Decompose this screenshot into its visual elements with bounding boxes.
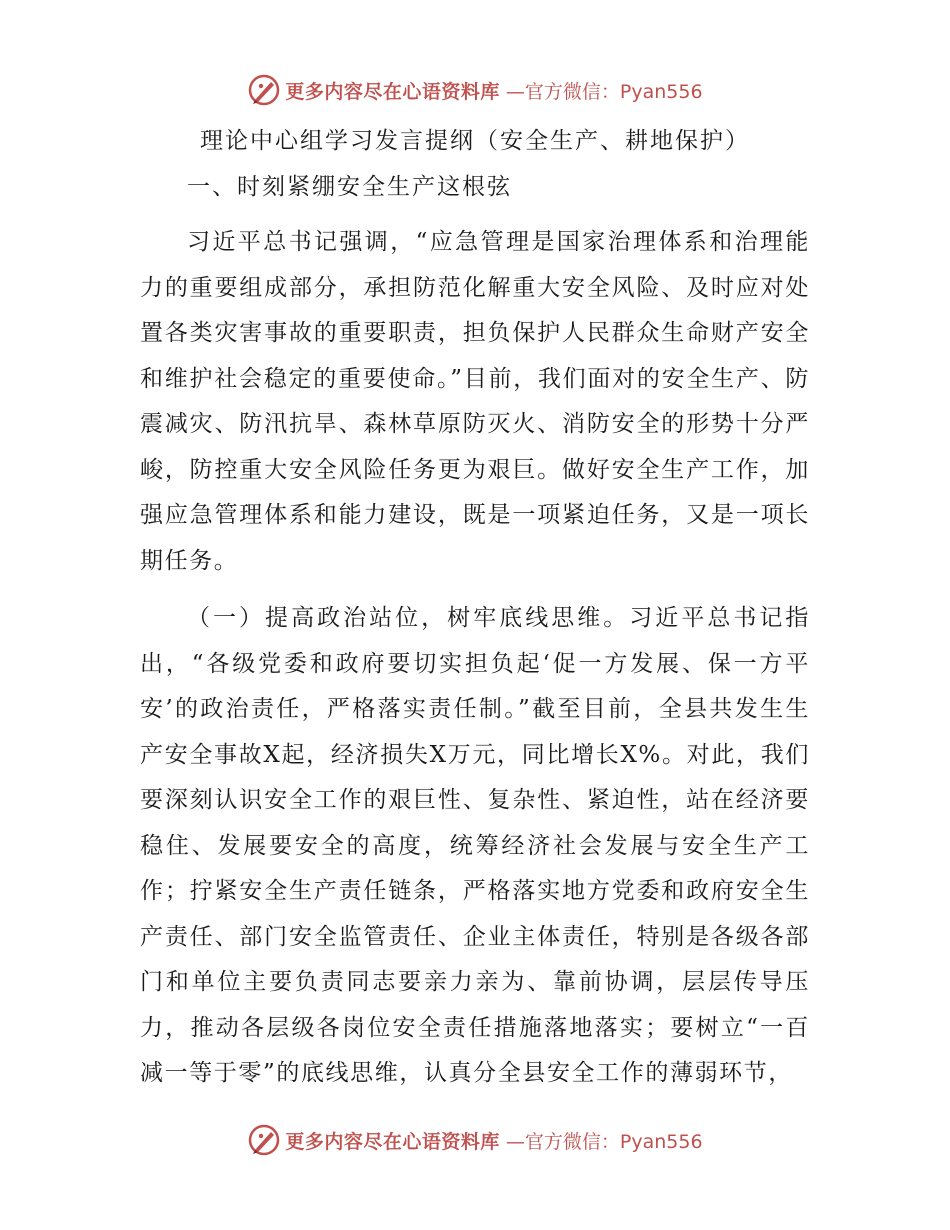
- pen-logo-icon: [247, 73, 281, 107]
- watermark-brand-text: 更多内容尽在心语资料库: [285, 80, 500, 103]
- watermark-contact-text: —官方微信：Pyan556: [505, 80, 703, 103]
- watermark-brand-text: 更多内容尽在心语资料库: [285, 1130, 500, 1153]
- pen-logo-icon: [247, 1123, 281, 1157]
- section-heading: 一、时刻紧绷安全生产这根弦: [187, 174, 512, 200]
- watermark-banner-top: [0, 70, 950, 110]
- document-title: 理论中心组学习发言提纲（安全生产、耕地保护）: [200, 128, 750, 154]
- paragraph: （一）提高政治站位，树牢底线思维。习近平总书记指出，“各级党委和政府要切实担负起‘促一方发展、保一方平安’的政治责任，严格落实责任制。”截至目前，全县共发生生产安全事故X起，经济损失X万元，同比增长X%。对此，我们要深刻认识安全工作的艰巨性、复杂性、紧迫性，站在经济要稳住、发展要安全的高度，统筹经济社会发展与安全生产工作；拧紧安全生产责任链条，严格落实地方党委和政府安全生产责任、部门安全监管责任、企业主体责任，特别是各级各部门和单位主要负责同志要亲力亲为、靠前协调，层层传导压力，推动各层级各岗位安全责任措施落地落实；要树立“一百减一等于零”的底线思维，认真分全县安全工作的薄弱环节，: [140, 605, 810, 1086]
- paragraph: 习近平总书记强调，“应急管理是国家治理体系和治理能力的重要组成部分，承担防范化解重大安全风险、及时应对处置各类灾害事故的重要职责，担负保护人民群众生命财产安全和维护社会稳定的重要使命。”目前，我们面对的安全生产、防震减灾、防汛抗旱、森林草原防灭火、消防安全的形势十分严峻，防控重大安全风险任务更为艰巨。做好安全生产工作，加强应急管理体系和能力建设，既是一项紧迫任务，又是一项长期任务。: [140, 229, 810, 574]
- watermark-banner-bottom: [0, 1120, 950, 1160]
- document-body: [140, 118, 810, 1097]
- watermark-contact-text: —官方微信：Pyan556: [505, 1130, 703, 1153]
